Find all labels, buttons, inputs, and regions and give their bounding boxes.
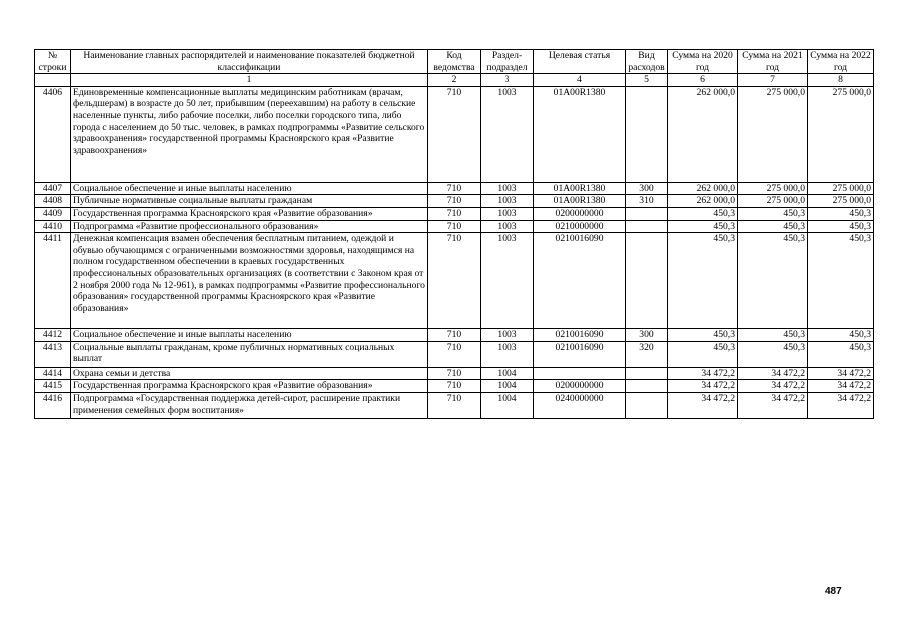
table-row: [35, 86, 874, 182]
target-item-cell: 0200000000: [534, 380, 626, 393]
table-row: [35, 233, 874, 329]
table-row: [35, 195, 874, 208]
row-number-cell: 4411: [35, 233, 71, 329]
column-number: 3: [481, 74, 534, 87]
dept-code-cell: 710: [428, 392, 481, 418]
sum-2021-cell: 275 000,0: [738, 195, 808, 208]
sum-2020-cell: 262 000,0: [668, 195, 738, 208]
table-row: [35, 380, 874, 393]
name-cell: Публичные нормативные социальные выплаты гражданам: [71, 195, 428, 208]
expense-type-cell: 310: [626, 195, 668, 208]
section-cell: 1003: [481, 86, 534, 182]
expense-type-cell: 320: [626, 341, 668, 367]
sum-2020-cell: 450,3: [668, 341, 738, 367]
header-row: [35, 50, 874, 74]
sum-2021-cell: 34 472,2: [738, 380, 808, 393]
sum-2021-cell: 34 472,2: [738, 367, 808, 380]
header-sum-2020: Сумма на 2020 год: [668, 50, 738, 74]
header-expense-type: Вид расходов: [626, 50, 668, 74]
table-body: [35, 86, 874, 418]
row-number-cell: 4409: [35, 207, 71, 220]
table-row: [35, 329, 874, 342]
sum-2020-cell: 262 000,0: [668, 86, 738, 182]
sum-2022-cell: 275 000,0: [808, 195, 874, 208]
sum-2022-cell: 450,3: [808, 329, 874, 342]
budget-table: [34, 49, 874, 419]
row-number-cell: 4414: [35, 367, 71, 380]
row-number-cell: 4408: [35, 195, 71, 208]
sum-2022-cell: 34 472,2: [808, 367, 874, 380]
dept-code-cell: 710: [428, 329, 481, 342]
section-cell: 1003: [481, 220, 534, 233]
dept-code-cell: 710: [428, 195, 481, 208]
sum-2022-cell: 275 000,0: [808, 86, 874, 182]
section-cell: 1003: [481, 195, 534, 208]
section-cell: 1003: [481, 233, 534, 329]
expense-type-cell: [626, 233, 668, 329]
row-number-cell: 4415: [35, 380, 71, 393]
row-number-cell: 4412: [35, 329, 71, 342]
table-row: [35, 220, 874, 233]
expense-type-cell: 300: [626, 329, 668, 342]
sum-2022-cell: 34 472,2: [808, 392, 874, 418]
header-sum-2022: Сумма на 2022 год: [808, 50, 874, 74]
target-item-cell: 0210000000: [534, 220, 626, 233]
column-number: 6: [668, 74, 738, 87]
sum-2020-cell: 34 472,2: [668, 392, 738, 418]
table-row: [35, 392, 874, 418]
table-row: [35, 367, 874, 380]
header-section: Раздел-подраздел: [481, 50, 534, 74]
header-dept-code: Код ведомства: [428, 50, 481, 74]
dept-code-cell: 710: [428, 182, 481, 195]
header-row-number: № строки: [35, 50, 71, 74]
sum-2022-cell: 34 472,2: [808, 380, 874, 393]
expense-type-cell: [626, 86, 668, 182]
section-cell: 1003: [481, 182, 534, 195]
target-item-cell: 0210016090: [534, 329, 626, 342]
name-cell: Подпрограмма «Государственная поддержка детей-сирот, расширение практики применения семейных форм воспитания»: [71, 392, 428, 418]
page-number: 487: [825, 586, 842, 597]
sum-2020-cell: 450,3: [668, 233, 738, 329]
target-item-cell: 0200000000: [534, 207, 626, 220]
dept-code-cell: 710: [428, 207, 481, 220]
expense-type-cell: [626, 367, 668, 380]
name-cell: Государственная программа Красноярского края «Развитие образования»: [71, 207, 428, 220]
section-cell: 1004: [481, 380, 534, 393]
sum-2020-cell: 34 472,2: [668, 367, 738, 380]
name-cell: Государственная программа Красноярского края «Развитие образования»: [71, 380, 428, 393]
sum-2021-cell: 275 000,0: [738, 182, 808, 195]
column-number: 1: [71, 74, 428, 87]
dept-code-cell: 710: [428, 233, 481, 329]
column-number: 5: [626, 74, 668, 87]
section-cell: 1003: [481, 207, 534, 220]
dept-code-cell: 710: [428, 380, 481, 393]
name-cell: Денежная компенсация взамен обеспечения бесплатным питанием, одеждой и обувью обучающимся с ограниченными возможностями здоровья, находящимся на полном государственном обеспечении в краевых государственных профессиональных образовательных организациях (в соответствии с Законом края от 2 ноября 2000 года № 12-961), в рамках подпрограммы «Развитие профессионального образования» государственной программы Красноярского края «Развитие образования»: [71, 233, 428, 329]
sum-2021-cell: 450,3: [738, 207, 808, 220]
column-number: 7: [738, 74, 808, 87]
header-name: Наименование главных распорядителей и наименование показателей бюджетной классификации: [71, 50, 428, 74]
target-item-cell: [534, 367, 626, 380]
name-cell: Социальное обеспечение и иные выплаты населению: [71, 182, 428, 195]
sum-2021-cell: 450,3: [738, 220, 808, 233]
row-number-cell: 4407: [35, 182, 71, 195]
expense-type-cell: [626, 380, 668, 393]
target-item-cell: 01А00R1380: [534, 182, 626, 195]
row-number-cell: 4410: [35, 220, 71, 233]
name-cell: Подпрограмма «Развитие профессионального образования»: [71, 220, 428, 233]
target-item-cell: 0240000000: [534, 392, 626, 418]
expense-type-cell: [626, 207, 668, 220]
column-number: 8: [808, 74, 874, 87]
table-row: [35, 207, 874, 220]
sum-2021-cell: 450,3: [738, 341, 808, 367]
section-cell: 1004: [481, 392, 534, 418]
dept-code-cell: 710: [428, 220, 481, 233]
name-cell: Социальные выплаты гражданам, кроме публичных нормативных социальных выплат: [71, 341, 428, 367]
column-number-empty: [35, 74, 71, 87]
dept-code-cell: 710: [428, 367, 481, 380]
target-item-cell: 01А00R1380: [534, 86, 626, 182]
column-number: 4: [534, 74, 626, 87]
name-cell: Охрана семьи и детства: [71, 367, 428, 380]
sum-2022-cell: 450,3: [808, 341, 874, 367]
name-cell: Социальное обеспечение и иные выплаты населению: [71, 329, 428, 342]
sum-2022-cell: 450,3: [808, 220, 874, 233]
table-row: [35, 182, 874, 195]
dept-code-cell: 710: [428, 341, 481, 367]
dept-code-cell: 710: [428, 86, 481, 182]
section-cell: 1004: [481, 367, 534, 380]
sum-2020-cell: 450,3: [668, 220, 738, 233]
sum-2022-cell: 450,3: [808, 207, 874, 220]
sum-2021-cell: 275 000,0: [738, 86, 808, 182]
row-number-cell: 4416: [35, 392, 71, 418]
sum-2022-cell: 450,3: [808, 233, 874, 329]
sum-2020-cell: 262 000,0: [668, 182, 738, 195]
header-sum-2021: Сумма на 2021 год: [738, 50, 808, 74]
column-number-row: [35, 74, 874, 87]
table-row: [35, 341, 874, 367]
header-target-item: Целевая статья: [534, 50, 626, 74]
sum-2020-cell: 450,3: [668, 329, 738, 342]
sum-2020-cell: 450,3: [668, 207, 738, 220]
column-number: 2: [428, 74, 481, 87]
target-item-cell: 0210016090: [534, 233, 626, 329]
row-number-cell: 4406: [35, 86, 71, 182]
sum-2021-cell: 450,3: [738, 233, 808, 329]
expense-type-cell: [626, 220, 668, 233]
row-number-cell: 4413: [35, 341, 71, 367]
sum-2021-cell: 34 472,2: [738, 392, 808, 418]
expense-type-cell: [626, 392, 668, 418]
sum-2022-cell: 275 000,0: [808, 182, 874, 195]
sum-2021-cell: 450,3: [738, 329, 808, 342]
section-cell: 1003: [481, 329, 534, 342]
sum-2020-cell: 34 472,2: [668, 380, 738, 393]
name-cell: Единовременные компенсационные выплаты медицинским работникам (врачам, фельдшерам) в возрасте до 50 лет, прибывшим (переехавшим) на работу в сельские населенные пункты, либо рабочие поселки, либо поселки городского типа, либо города с населением до 50 тыс. человек, в рамках подпрограммы «Развитие сельского здравоохранения» государственной программы Красноярского края «Развитие здравоохранения»: [71, 86, 428, 182]
expense-type-cell: 300: [626, 182, 668, 195]
section-cell: 1003: [481, 341, 534, 367]
target-item-cell: 01А00R1380: [534, 195, 626, 208]
target-item-cell: 0210016090: [534, 341, 626, 367]
